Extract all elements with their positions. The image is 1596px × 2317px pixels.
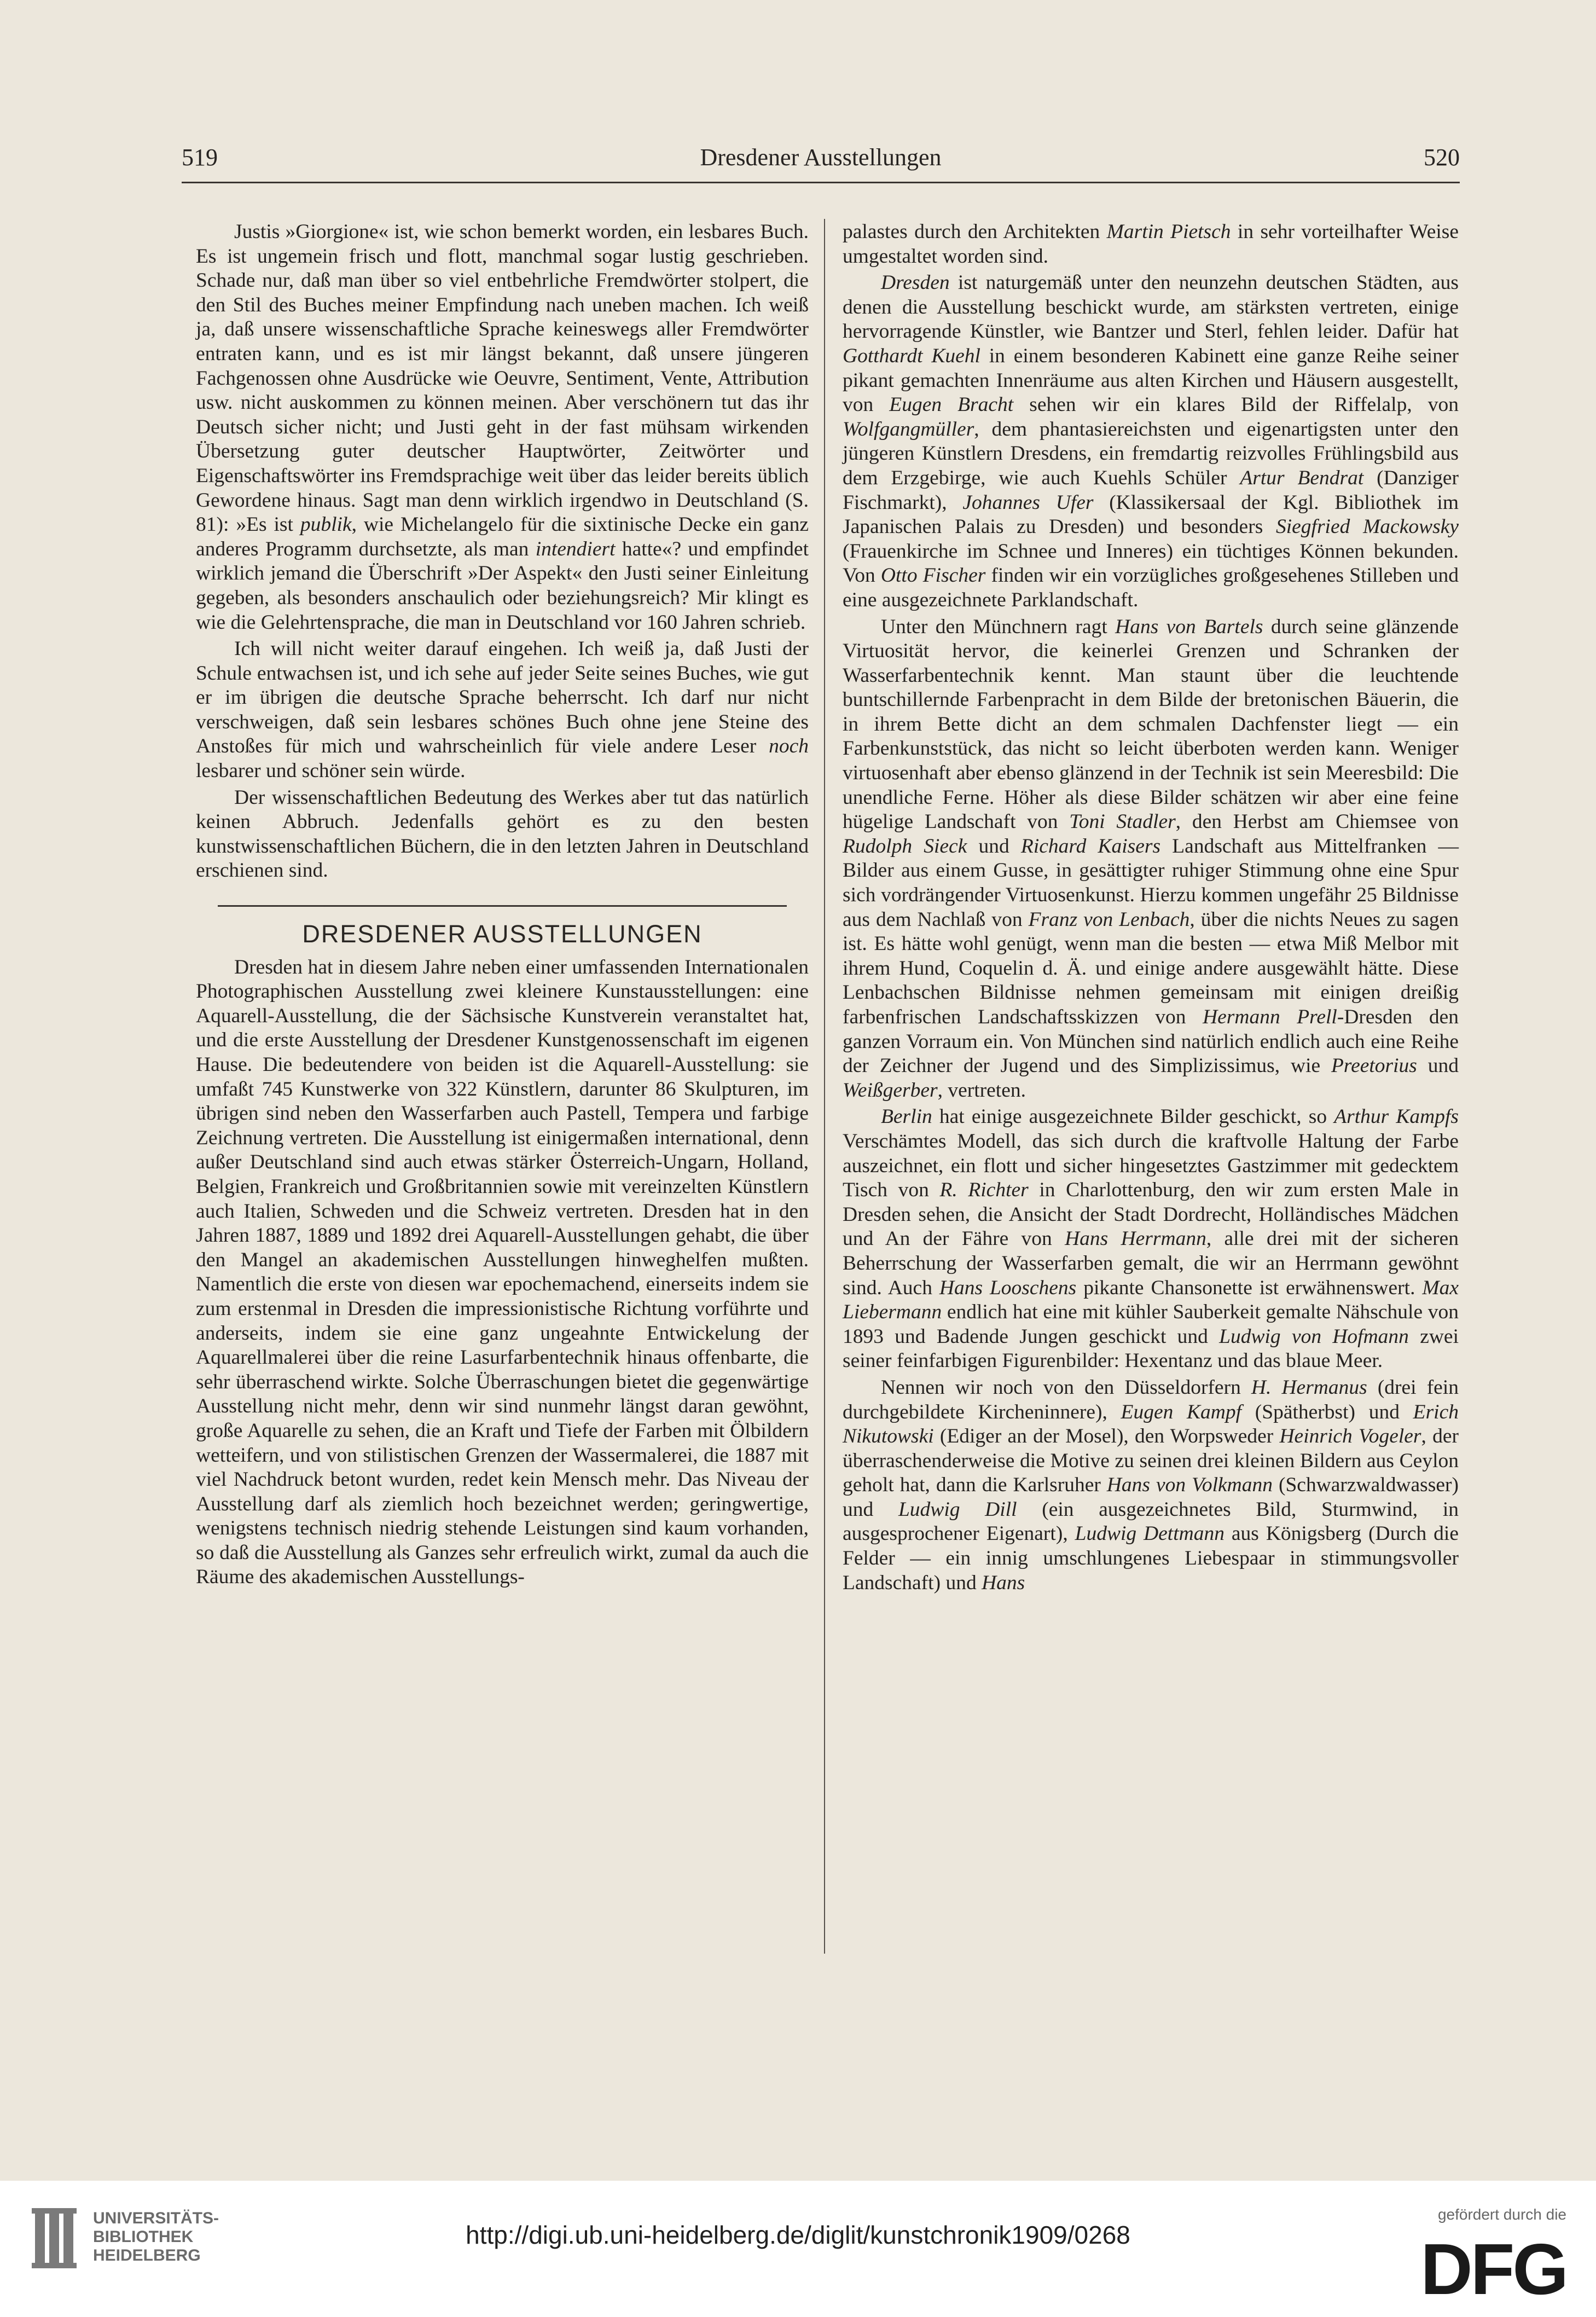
- paragraph: palastes durch den Architekten Martin Pietsch in sehr vorteilhafter Weise umgestaltet worden sind.: [843, 221, 1459, 268]
- page-number-left: 519: [182, 144, 218, 171]
- paragraph: Unter den Münchnern ragt Hans von Bartels durch seine glänzende Virtuosität hervor, die keinerlei Grenzen und Schranken der Wasserfarbentechnik kennt. Man staunt über die leuchtende buntschillernde Farbenpracht in dem Bilde der bretonischen Bäuerin, die in ihrem Bette dicht an dem schmalen Dachfenster liegt — ein Farbenkunststück, das nicht so leicht überboten werden kann. Weniger virtuosenhaft aber ebenso glänzend in der Technik ist sein Meeresbild: Die unendliche Ferne. Höher als diese Bilder schätzen wir aber eine feine hügelige Landschaft von Toni Stadler, den Herbst am Chiemsee von Rudolph Sieck und Richard Kaisers Landschaft aus Mittelfranken — Bilder aus einem Gusse, in gesättigter ruhiger Stimmung ohne eine Spur sich vordrängender Virtuosenkunst. Hierzu kommen ungefähr 25 Bildnisse aus dem Nachlaß von Franz von Lenbach, über die nichts Neues zu sagen ist. Es hätte wohl genügt, wenn man die besten — etwa Miß Melbor mit ihrem Hund, Coquelin d. Ä. und einige andere ausgewählt hätte. Diese Lenbachschen Bildnisse nehmen gemeinsam mit einigen dreißig farbenfrischen Landschaftsskizzen von Hermann Prell-Dresden den ganzen Vorraum ein. Von München sind natürlich endlich auch eine Reihe der Zeichner der Jugend und des Simplizissimus, wie Preetorius und Weißgerber, vertreten.: [843, 615, 1459, 1102]
- section-title: DRESDENER AUSSTELLUNGEN: [302, 920, 703, 948]
- header-rule: [182, 182, 1460, 183]
- section-divider: [218, 905, 787, 907]
- paragraph: Der wissenschaftlichen Bedeutung des Werkes aber tut das natürlich keinen Abbruch. Jedenfalls gehört es zu den besten kunstwissenschaftlichen Büchern, die in den letzten Jahren in Deutschland erschienen sind.: [196, 786, 809, 882]
- viewer-footer: [0, 2181, 1596, 2317]
- permalink-url[interactable]: http://digi.ub.uni-heidelberg.de/diglit/kunstchronik1909/0268: [466, 2221, 1130, 2249]
- paragraph: Ich will nicht weiter darauf eingehen. Ich weiß ja, daß Justi der Schule entwachsen ist, und ich sehe auf jeder Seite seines Buches, wie gut er im übrigen die deutsche Sprache beherrscht. Ich darf nur nicht verschweigen, daß sein lesbares schönes Buch ohne jene Steine des Anstoßes für mich und wahrscheinlich für viele andere Leser noch lesbarer und schöner sein würde.: [196, 638, 809, 783]
- paragraph: Justis »Giorgione« ist, wie schon bemerkt worden, ein lesbares Buch. Es ist ungemein frisch und flott, manchmal sogar lustig geschrieben. Schade nur, daß man über so viel entbehrliche Fremdwörter stolpert, die den Stil des Buches meiner Empfindung nach uneben machen. Ich weiß ja, daß unsere wissenschaftliche Sprache keineswegs aller Fremdwörter entraten kann, und es ist mir längst bekannt, daß unsere jüngeren Fachgenossen ohne Ausdrücke wie Oeuvre, Sentiment, Vente, Attribution usw. nicht auskommen zu können meinen. Aber verschönern tut das ihr Deutsch sicher nicht; und Justi geht in der fast mühsam wirkenden Übersetzung guter deutscher Hauptwörter, Zeitwörter und Eigenschaftswörter ins Fremdsprachige weit über das leider bereits üblich Gewordene hinaus. Sagt man denn wirklich irgendwo in Deutschland (S. 81): »Es ist publik, wie Michelangelo für die sixtinische Decke ein ganz anderes Programm durchsetzte, als man intendiert hatte«? und empfindet wirklich jemand die Überschrift »Der Aspekt« den Justi seiner Einleitung gegeben, als besonders anschaulich oder beziehungsreich? Mir klingt es wie die Gelehrtensprache, die man in Deutschland vor 160 Jahren schrieb.: [196, 221, 809, 634]
- paragraph: Nennen wir noch von den Düsseldorfern H. Hermanus (drei fein durchgebildete Kircheninnere), Eugen Kampf (Spätherbst) und Erich Nikutowski (Ediger an der Mosel), den Worpsweder Heinrich Vogeler, der überraschenderweise die Motive zu seinen drei kleinen Bildern aus Ceylon geholt hat, dann die Karlsruher Hans von Volkmann (Schwarzwaldwasser) und Ludwig Dill (ein ausgezeichnetes Bild, Sturmwind, in ausgesprochener Eigenart), Ludwig Dettmann aus Königsberg (Durch die Felder — ein innig umschlungenes Liebespaar in stimmungsvoller Landschaft) und Hans: [843, 1376, 1459, 1594]
- dfg-logo: DFG: [1420, 2229, 1566, 2309]
- funder-label: gefördert durch die: [1437, 2206, 1566, 2223]
- paragraph: Dresden hat in diesem Jahre neben einer umfassenden Internationalen Photographischen Ausstellung zwei kleinere Kunstausstellungen: eine Aquarell-Ausstellung, die der Sächsische Kunstverein veranstaltet hat, und die erste Ausstellung der Dresdener Kunstgenossenschaft im eigenen Hause. Die bedeutendere von beiden ist die Aquarell-Ausstellung: sie umfaßt 745 Kunstwerke von 322 Künstlern, darunter 86 Skulpturen, im übrigen sind neben den Wasserfarben auch Pastell, Tempera und farbige Zeichnung vertreten. Die Ausstellung ist einigermaßen international, denn außer Deutschland sind auch etwas stärker Österreich-Ungarn, Holland, Belgien, Frankreich und Großbritannien sowie mit vereinzelten Künstlern auch Italien, Schweden und die Schweiz vertreten. Dresden hat in den Jahren 1887, 1889 und 1892 drei Aquarell-Ausstellungen gehabt, die über den Mangel an akademischen Ausstellungen hinweghelfen mußten. Namentlich die erste von diesen war epochemachend, einerseits indem sie zum erstenmal in Dresden die impressionistische Richtung vorführte und anderseits, indem sie eine ganz ungeahnte Entwickelung der Aquarellmalerei über die reine Lasurfarbentechnik hinaus offenbarte, die sehr überraschend wirkte. Solche Überraschungen bietet die gegenwärtige Ausstellung nicht mehr, denn wir sind nunmehr längst daran gewöhnt, große Aquarelle zu sehen, die an Kraft und Tiefe der Farben mit Ölbildern wetteifern, und von stilistischen Grenzen der Wassermalerei, die 1887 mit viel Nachdruck betont wurden, redet kein Mensch mehr. Das Niveau der Ausstellung darf als ziemlich hoch bezeichnet werden; geringwertige, wenigstens technisch niedrig stehende Leistungen sind kaum vorhanden, so daß die Ausstellung als Ganzes sehr erfreulich wirkt, zumal da auch die Räume des akademischen Ausstellungs-: [196, 955, 809, 1589]
- library-name: UNIVERSITÄTS- BIBLIOTHEK HEIDELBERG: [93, 2209, 219, 2264]
- left-column: [196, 220, 809, 1590]
- right-column: [843, 220, 1459, 1595]
- running-title: Dresdener Ausstellungen: [700, 144, 942, 171]
- column-divider: [824, 219, 825, 1954]
- paragraph: Dresden ist naturgemäß unter den neunzehn deutschen Städten, aus denen die Ausstellung beschickt wurde, am stärksten vertreten, einige hervorragende Künstler, wie Bantzer und Sterl, fehlen leider. Dafür hat Gotthardt Kuehl in einem besonderen Kabinett eine ganze Reihe seiner pikant gemachten Innenräume aus alten Kirchen und Häusern ausgestellt, von Eugen Bracht sehen wir ein klares Bild der Riffelalp, von Wolfgangmüller, dem phantasiereichsten und eigenartigsten unter den jüngeren Künstlern Dresdens, ein fremdartig reizvolles Frühlingsbild aus dem Erzgebirge, wie auch Kuehls Schüler Artur Bendrat (Danziger Fischmarkt), Johannes Ufer (Klassikersaal der Kgl. Bibliothek im Japanischen Palais zu Dresden) und besonders Siegfried Mackowsky (Frauenkirche im Schnee und Inneres) ein tüchtiges Können bekunden. Von Otto Fischer finden wir ein vorzügliches großgesehenes Stilleben und eine ausgezeichnete Parklandschaft.: [843, 271, 1459, 611]
- running-header: [182, 143, 1460, 182]
- page-number-right: 520: [1424, 144, 1460, 171]
- paragraph: Berlin hat einige ausgezeichnete Bilder geschickt, so Arthur Kampfs Verschämtes Modell, das sich durch die kraftvolle Haltung der Farbe auszeichnet, ein flott und sicher hingesetztes Gastzimmer mit gedecktem Tisch von R. Richter in Charlottenburg, den wir zum ersten Male in Dresden sehen, die Ansicht der Stadt Dordrecht, Holländisches Mädchen und An der Fähre von Hans Herrmann, alle drei mit der sicheren Beherrschung der Wasserfarben gemalt, die wir an Herrmann gewöhnt sind. Auch Hans Looschens pikante Chansonette ist erwähnenswert. Max Liebermann endlich hat eine mit kühler Sauberkeit gemalte Nähschule von 1893 und Badende Jungen geschickt und Ludwig von Hofmann zwei seiner feinfarbigen Figurenbilder: Hexentanz und das blaue Meer.: [843, 1105, 1459, 1372]
